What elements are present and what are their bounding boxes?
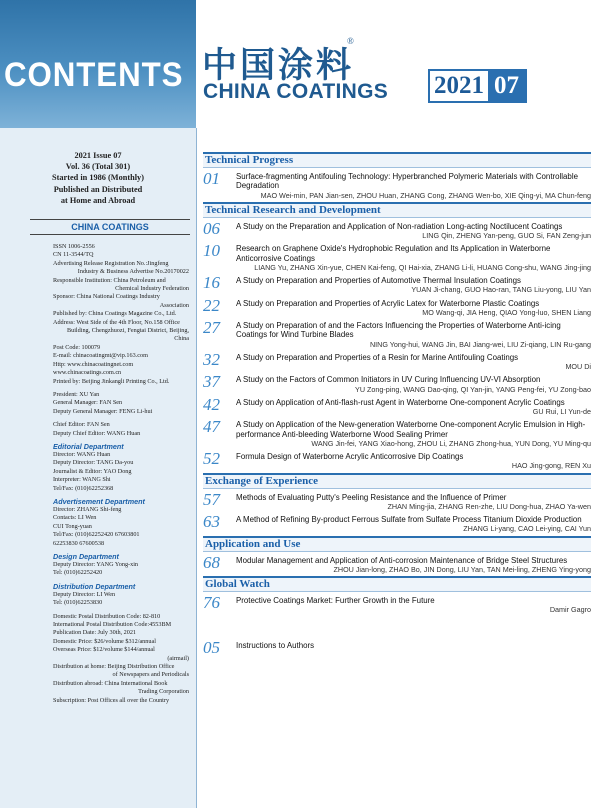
masthead-line: ISSN 1006-2556 — [53, 243, 95, 250]
page-number: 42 — [203, 394, 220, 414]
masthead-line: of Newspapers and Periodicals — [112, 671, 189, 679]
meta-line: Started in 1986 (Monthly) — [52, 173, 144, 183]
masthead-line: Domestic Postal Distribution Code: 82-810 — [53, 612, 161, 620]
masthead-line: Deputy General Manager: FENG Li-hui — [53, 407, 153, 415]
masthead-line: Publication Date: July 30th, 2021 — [53, 629, 137, 637]
section-heading: Technical Progress — [203, 152, 591, 168]
meta-line: Vol. 36 (Total 301) — [65, 162, 131, 172]
page-number: 68 — [203, 552, 220, 572]
toc-entry — [203, 241, 591, 272]
article-authors: MAO Wei-min, PAN Jian-sen, ZHOU Huan, ZHANG Cong, ZHANG Wen-bo, XIE Qing-yi, MA Chun-feng — [260, 190, 591, 200]
article-title: A Study on Application of the New-generation Waterborne One-component Acrylic Emulsion in High-performance Anti-bleeding Waterborne Wood Sealing Primer — [236, 420, 586, 439]
section-heading: Exchange of Experience — [203, 473, 591, 489]
masthead-line: Tel: (010)62252420 — [53, 569, 103, 577]
brand-logo-english: CHINA COATINGS — [203, 80, 389, 103]
toc-entry — [203, 512, 591, 534]
masthead-line: Tel/Fax: (010)62252368 — [53, 484, 114, 492]
masthead-line: (airmail) — [167, 654, 189, 662]
meta-line: Published an Distributed — [53, 184, 143, 194]
section-heading: Application and Use — [203, 536, 591, 552]
article-title: A Study on the Preparation and Application of Non-radiation Long-acting Noctilucent Coatings — [236, 221, 563, 231]
masthead-line: Domestic Price: $26/volume $312/annual — [53, 637, 156, 645]
article-authors: HAO Jing-gong, REN Xu — [511, 461, 591, 471]
toc-entry — [203, 273, 591, 295]
issue-meta — [0, 150, 196, 206]
issue-badge — [428, 69, 527, 103]
masthead-line: Printed by: Beijing Jinkangli Printing Co., Ltd. — [53, 377, 170, 385]
masthead-line: 62253830 67600538 — [53, 539, 105, 547]
department-heading: Distribution Department — [53, 581, 136, 591]
masthead-line: Building, Chengzhuozi, Fengtai District, Beijing, — [66, 327, 189, 335]
article-authors: YU Zong-ping, WANG Dao-qing, QI Yan-jin, YANG Peng-fei, YU Zong-bao — [355, 384, 591, 394]
page-number: 01 — [203, 169, 220, 188]
article-authors: ZHOU Jian-long, ZHAO Bo, JIN Dong, LIU Yan, TAN Mei-ling, ZHENG Ying-yong — [333, 564, 591, 574]
toc-entry — [203, 318, 591, 349]
masthead-line: Interpreter: WANG Shi — [53, 476, 111, 484]
article-authors: MOU Di — [565, 362, 591, 372]
article-authors: Damir Gagro — [549, 605, 591, 615]
article-title: Instructions to Authors — [236, 640, 315, 650]
masthead-line: CUI Tong-yuan — [53, 522, 92, 530]
page-number: 76 — [203, 593, 220, 613]
article-authors: WANG Jin-fei, YANG Xiao-hong, ZHOU Li, ZHANG Zhong-hua, YUN Dong, YU Ming-qu — [311, 438, 591, 448]
article-title: A Method of Refining By-product Ferrous Sulfate from Sulfate Process Titanium Dioxide Production — [236, 515, 582, 525]
masthead-line: Director: ZHANG Shi-feng — [53, 505, 122, 513]
article-title: Surface-fragmenting Antifouling Technology: Hyperbranched Polymeric Materials with Controllable Degradation — [236, 172, 578, 191]
issue-year: 2021 — [434, 72, 484, 99]
article-authors: ZHAN Ming-jia, ZHANG Ren-zhe, LIU Dong-hua, ZHAO Ya-wen — [387, 501, 591, 511]
page-number: 57 — [203, 489, 220, 509]
masthead-line: E-mail: chinacoatingmt@vip.163.com — [53, 352, 148, 360]
department-heading: Editorial Department — [53, 441, 124, 451]
article-authors: LIANG Yu, ZHANG Xin-yue, CHEN Kai-feng, QI Hai-xia, ZHANG Li-li, HUANG Cong-shu, WANG Jing-jing — [254, 262, 591, 272]
page-number: 52 — [203, 449, 220, 469]
meta-line: at Home and Abroad — [60, 195, 136, 205]
journal-title: CHINA COATINGS — [30, 219, 190, 235]
page-number: 16 — [203, 273, 220, 293]
toc-entry — [203, 552, 591, 575]
toc-entry — [203, 449, 591, 471]
page-number: 22 — [203, 295, 220, 315]
page-number: 63 — [203, 512, 220, 532]
masthead-line: Trading Corporation — [138, 688, 189, 696]
masthead-line: Director: WANG Huan — [53, 450, 111, 458]
masthead-line: Address: West Side of the 4th Floor, No.158 Office — [53, 318, 180, 326]
article-title: Formula Design of Waterborne Acrylic Anticorrosive Dip Coatings — [236, 452, 464, 462]
meta-line: 2021 Issue 07 — [74, 151, 122, 160]
masthead-line: Sponsor: China National Coatings Industry — [53, 293, 160, 301]
toc-entry — [203, 169, 591, 200]
masthead-line: www.chinacoatings.com.cn — [53, 369, 122, 377]
masthead-line: Subscription: Post Offices all over the Country — [53, 696, 170, 704]
registered-mark: ® — [347, 36, 354, 46]
article-title: A Study on Preparation and Properties of a Resin for Marine Antifouling Coatings — [236, 352, 519, 362]
article-title: Methods of Evaluating Putty's Peeling Resistance and the Influence of Primer — [236, 492, 507, 502]
article-authors: GU Rui, LI Yun-de — [532, 407, 591, 417]
masthead-line: Responsible Institution: China Petroleum and — [53, 276, 166, 284]
masthead-line: CN 11-3544/TQ — [53, 251, 94, 259]
page-number: 37 — [203, 372, 220, 392]
article-title: A Study on Preparation and Properties of Automotive Thermal Insulation Coatings — [236, 276, 521, 286]
article-title: A Study on the Factors of Common Initiators in UV Curing Influencing UV-VI Absorption — [236, 375, 541, 385]
article-authors: NING Yong-hui, WANG Jin, BAI Jiang-wei, LIU Zi-qiang, LIN Ru-gang — [369, 339, 591, 349]
contents-heading: CONTENTS — [4, 56, 184, 94]
page-number: 47 — [203, 417, 220, 437]
masthead-line: Distribution abroad: China International Book — [53, 679, 168, 687]
masthead-line: Industry & Business Advertise No.20170022 — [77, 268, 189, 276]
toc-entry — [203, 637, 591, 657]
masthead-line: Http: www.chinacoatingnet.com — [53, 360, 134, 368]
page-number: 32 — [203, 349, 220, 369]
toc-entry — [203, 489, 591, 512]
brand-logo-chinese: 中国涂料 — [202, 46, 355, 86]
article-title: Research on Graphene Oxide's Hydrophobic Regulation and Its Application in Waterborne Anticorrosive Coatings — [236, 244, 551, 263]
toc-entry — [203, 372, 591, 394]
table-of-contents — [203, 150, 591, 657]
toc-entry — [203, 394, 591, 417]
article-authors: LING Qin, ZHENG Yan-peng, GUO Si, FAN Zeng-jun — [422, 231, 591, 241]
masthead-line: Chief Editor: FAN Sen — [53, 421, 110, 429]
page-number: 05 — [203, 637, 220, 657]
masthead-line: China — [174, 335, 189, 343]
masthead-line: Tel: (010)62253830 — [53, 599, 103, 607]
masthead-line: Deputy Chief Editor: WANG Huan — [53, 429, 141, 437]
masthead-line: Advertising Release Registration No.:Jingfeng — [53, 259, 169, 267]
issue-number: 07 — [488, 71, 525, 101]
article-authors: ZHANG Li-yang, CAO Lei-ying, CAI Yun — [463, 524, 591, 534]
masthead-line: Association — [159, 301, 189, 309]
toc-entry — [203, 218, 591, 241]
page-number: 06 — [203, 218, 220, 238]
masthead-line: Chemical Industry Federation — [115, 285, 189, 293]
article-title: A Study on Application of Anti-flash-rust Agent in Waterborne One-component Acrylic Coatings — [236, 397, 565, 407]
masthead-line: President: XU Yan — [53, 390, 100, 398]
masthead-line: Journalist & Editor: YAO Dong — [53, 467, 132, 475]
article-authors: MO Wang-qi, JIA Heng, QIAO Yong-luo, SHEN Liang — [422, 307, 591, 317]
toc-entry — [203, 349, 591, 372]
page-number: 27 — [203, 318, 220, 338]
masthead-line: Deputy Director: LI Wen — [53, 590, 116, 598]
masthead-info — [53, 243, 189, 705]
department-heading: Design Department — [53, 552, 119, 561]
page-number: 10 — [203, 241, 220, 261]
masthead-line: Post Code: 100079 — [53, 343, 101, 351]
masthead-line: Deputy Director: TANG Da-you — [53, 459, 134, 467]
article-title: Protective Coatings Market: Further Growth in the Future — [236, 596, 435, 606]
masthead-line: General Manager: FAN Sen — [53, 399, 123, 407]
masthead-line: Published by: China Coatings Magazine Co., Ltd. — [53, 310, 177, 318]
masthead-line: Overseas Price: $12/volume $144/annual — [53, 646, 155, 654]
article-title: A Study on Preparation and Properties of Acrylic Latex for Waterborne Plastic Coatings — [236, 298, 540, 308]
toc-entry — [203, 295, 591, 318]
section-heading: Global Watch — [203, 576, 591, 592]
masthead-line: Contacts: LI Wen — [53, 514, 97, 522]
toc-entry — [203, 593, 591, 615]
column-divider — [196, 128, 197, 808]
department-heading: Advertisement Department — [53, 496, 145, 506]
toc-entry — [203, 417, 591, 448]
section-heading: Technical Research and Development — [203, 202, 591, 218]
masthead-line: Tel/Fax: (010)62252420 67603801 — [53, 531, 140, 539]
article-authors: YUAN Ji-chang, GUO Hao-ran, TANG Liu-yong, LIU Yan — [411, 285, 591, 295]
masthead-line: International Postal Distribution Code:4553BM — [53, 621, 172, 629]
masthead-line: Deputy Director: YANG Yong-xin — [53, 561, 139, 568]
article-title: A Study on Preparation of and the Factors Influencing the Properties of Waterborne Anti-icing Coatings for Wind Turbine Blades — [236, 321, 561, 340]
article-title: Modular Management and Application of Anti-corrosion Maintenance of Bridge Steel Structures — [236, 555, 568, 565]
masthead-line: Distribution at home: Beijing Distribution Office — [53, 663, 175, 671]
